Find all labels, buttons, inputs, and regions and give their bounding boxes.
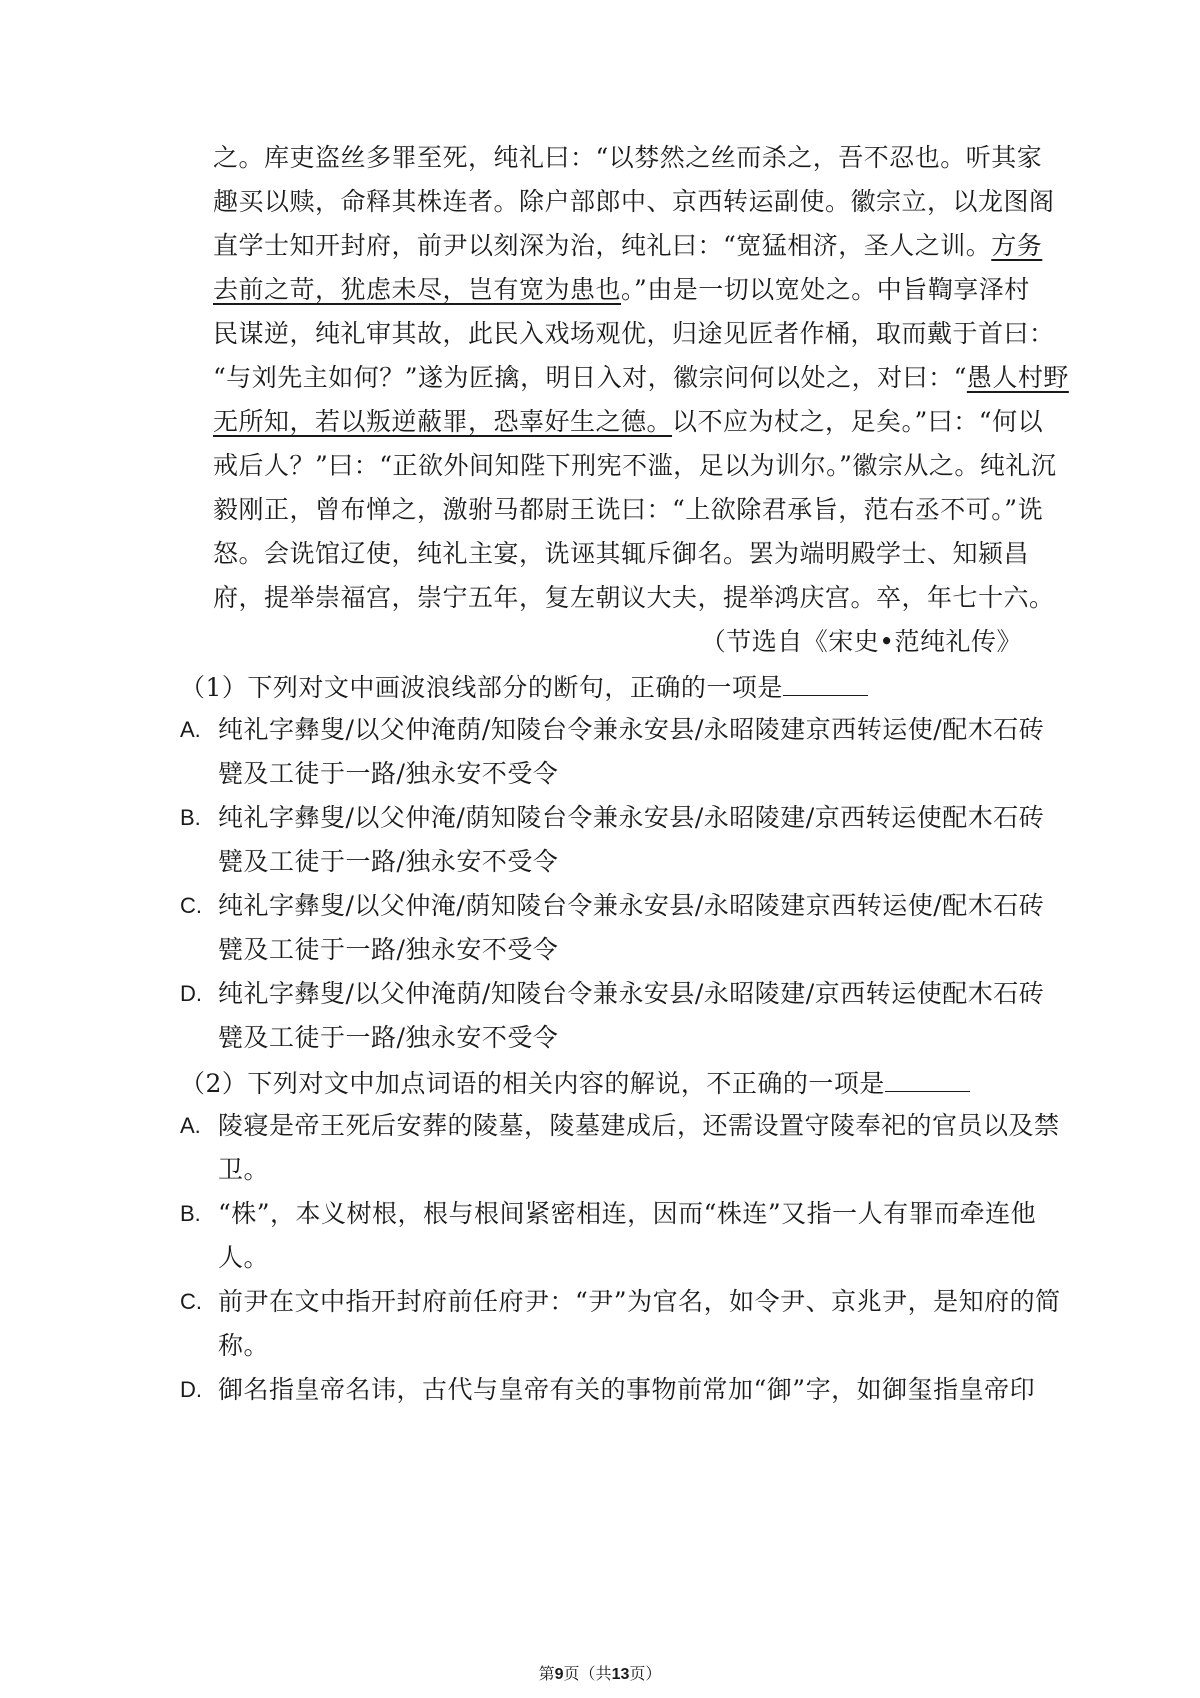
option-letter: A. (180, 1113, 201, 1138)
q1-option-c-line-2: 甓及工徒于一路/独永安不受令 (218, 935, 559, 964)
passage-line-5: 民谋逆，纯礼审其故，此民入戏场观优，归途见匠者作桶，取而戴于首曰： (213, 319, 1055, 348)
underlined-text: 方务 (991, 231, 1043, 260)
page-footer (0, 1664, 1200, 1685)
passage-line-11: 府，提举崇福宫，崇宁五年，复左朝议大夫，提举鸿庆宫。卒，年七十六。 (213, 583, 1055, 612)
passage-source: （节选自《宋史•范纯礼传》 (700, 627, 1022, 656)
underlined-text: 去前之苛，犹虑未尽，岂有宽为患也 (213, 275, 622, 304)
q2-option-c-line-2: 称。 (218, 1331, 270, 1360)
q1-option-c-line-1: 纯礼字彝叟/以父仲淹/荫知陵台令兼永安县/永昭陵建京西转运使/配木石砖 (218, 891, 1045, 920)
footer-text: 页） (629, 1664, 662, 1683)
footer-text: 页（共 (563, 1664, 612, 1683)
passage-line-8: 戒后人？”曰：“正欲外间知陛下刑宪不滥，足以为训尔。”徽宗从之。纯礼沉 (213, 451, 1057, 480)
option-letter: B. (180, 805, 201, 830)
underlined-text: 无所知，若以叛逆蔽罪，恐辜好生之德。 (213, 407, 673, 436)
q1-option-a-line-2: 甓及工徒于一路/独永安不受令 (218, 759, 559, 788)
q1-option-a-line-1: 纯礼字彝叟/以父仲淹荫/知陵台令兼永安县/永昭陵建京西转运使/配木石砖 (218, 715, 1045, 744)
passage-line-7 (213, 405, 1044, 439)
passage-line-9: 毅刚正，曾布惮之，激驸马都尉王诜曰：“上欲除君承旨，范右丞不可。”诜 (213, 495, 1044, 524)
passage-line-6 (213, 361, 1069, 395)
passage-line-4 (213, 273, 1030, 307)
q1-option-d-line-2: 甓及工徒于一路/独永安不受令 (218, 1023, 559, 1052)
passage-text: 以不应为杖之，足矣。”曰：“何以 (672, 407, 1044, 436)
question-1-stem (180, 669, 868, 705)
q1-option-b-line-1: 纯礼字彝叟/以父仲淹/荫知陵台令兼永安县/永昭陵建/京西转运使配木石砖 (218, 803, 1045, 832)
underlined-text: 愚人村野 (966, 363, 1069, 392)
passage-text: “与刘先主如何？”遂为匠擒，明日入对，徽宗问何以处之，对曰：“ (213, 363, 967, 392)
q2-option-d-line-1: 御名指皇帝名讳，古代与皇帝有关的事物前常加“御”字，如御玺指皇帝印 (218, 1375, 1036, 1404)
option-letter: D. (180, 1377, 202, 1402)
option-letter: A. (180, 717, 201, 742)
page-number: 9 (554, 1666, 564, 1683)
answer-blank (885, 1065, 970, 1092)
passage-line-1: 之。库吏盗丝多罪至死，纯礼曰：“以棼然之丝而杀之，吾不忍也。听其家 (213, 143, 1043, 172)
option-letter: B. (180, 1201, 201, 1226)
passage-line-10: 怒。会诜馆辽使，纯礼主宴，诜诬其辄斥御名。罢为端明殿学士、知颍昌 (213, 539, 1030, 568)
q2-option-b-line-1: “株”，本义树根，根与根间紧密相连，因而“株连”又指一人有罪而牵连他 (218, 1199, 1037, 1228)
q1-option-d-line-1: 纯礼字彝叟/以父仲淹荫/知陵台令兼永安县/永昭陵建/京西转运使配木石砖 (218, 979, 1045, 1008)
page-total: 13 (611, 1666, 630, 1683)
answer-blank (783, 669, 868, 696)
passage-text: 直学士知开封府，前尹以刻深为治，纯礼曰：“宽猛相济，圣人之训。 (213, 231, 992, 260)
q1-option-b-line-2: 甓及工徒于一路/独永安不受令 (218, 847, 559, 876)
option-letter: D. (180, 981, 202, 1006)
question-2-stem (180, 1065, 970, 1101)
q2-option-b-line-2: 人。 (218, 1243, 270, 1272)
question-text: （2）下列对文中加点词语的相关内容的解说，不正确的一项是 (180, 1069, 885, 1098)
q2-option-a-line-1: 陵寝是帝王死后安葬的陵墓，陵墓建成后，还需设置守陵奉祀的官员以及禁 (218, 1111, 1060, 1140)
option-letter: C. (180, 1289, 202, 1314)
passage-line-2: 趣买以赎，命释其株连者。除户部郎中、京西转运副使。徽宗立，以龙图阁 (213, 187, 1055, 216)
q2-option-a-line-2: 卫。 (218, 1155, 270, 1184)
q2-option-c-line-1: 前尹在文中指开封府前任府尹：“尹”为官名，如令尹、京兆尹，是知府的简 (218, 1287, 1061, 1316)
question-text: （1）下列对文中画波浪线部分的断句，正确的一项是 (180, 673, 783, 702)
passage-text: 。”由是一切以宽处之。中旨鞫享泽村 (621, 275, 1030, 304)
option-letter: C. (180, 893, 202, 918)
passage-line-3 (213, 229, 1043, 263)
footer-text: 第 (538, 1664, 555, 1683)
